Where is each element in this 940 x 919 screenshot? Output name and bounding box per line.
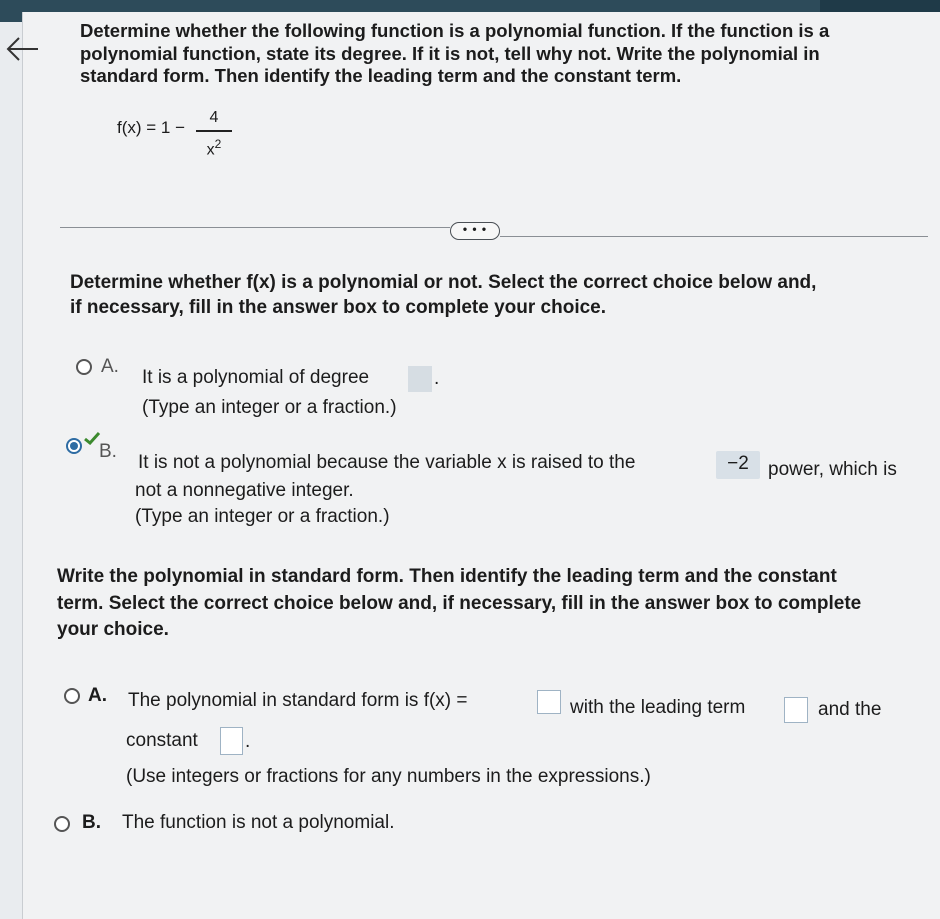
back-arrow-icon[interactable] xyxy=(4,34,40,64)
part1-choice-b-line2: not a nonnegative integer. xyxy=(135,480,354,501)
part2-choice-a-hint: (Use integers or fractions for any numbers in the expressions.) xyxy=(126,766,651,787)
fraction-numerator: 4 xyxy=(209,109,219,126)
part1-choice-a-letter: A. xyxy=(101,356,119,377)
part1-choice-a-text: It is a polynomial of degree xyxy=(142,367,370,388)
function-lhs: f(x) = 1 − xyxy=(117,118,186,137)
part1-instruction-line: if necessary, fill in the answer box to complete your choice. xyxy=(70,297,607,318)
prompt-line: polynomial function, state its degree. If it is not, tell why not. Write the polynomial in xyxy=(80,42,820,64)
part1-choice-a-hint: (Type an integer or a fraction.) xyxy=(142,397,397,418)
part2-instruction-line: your choice. xyxy=(57,619,169,640)
part1-choice-b-radio[interactable] xyxy=(66,438,82,454)
part2-choice-b-text: The function is not a polynomial. xyxy=(122,812,395,833)
fraction-denominator: $x^2$ xyxy=(206,136,222,158)
part1-choice-a-end: . xyxy=(434,368,440,389)
prompt-line: standard form. Then identify the leading term and the constant term. xyxy=(80,65,682,86)
part1-choice-a-radio[interactable] xyxy=(76,359,92,375)
part2-instruction-line: Write the polynomial in standard form. Then identify the leading term and the constant xyxy=(57,566,837,587)
fraction-bar xyxy=(196,130,232,132)
part2-choice-a-radio[interactable] xyxy=(64,688,80,704)
part1-choice-b-letter: B. xyxy=(99,441,117,462)
part1-choice-b-text: It is not a polynomial because the variable x is raised to the xyxy=(138,452,636,473)
part1-instruction-line: Determine whether f(x) is a polynomial or not. Select the correct choice below and, xyxy=(70,272,817,293)
leading-term-answer-box[interactable] xyxy=(784,697,808,723)
constant-term-answer-box[interactable] xyxy=(220,727,243,755)
part1-exponent-answer-box[interactable]: −2 xyxy=(716,451,760,479)
function-fraction xyxy=(196,108,232,160)
part2-instruction-line: term. Select the correct choice below and, if necessary, fill in the answer box to complete xyxy=(57,593,862,614)
part1-choice-b-after: power, which is xyxy=(768,459,897,480)
divider-left xyxy=(60,227,450,228)
question-prompt xyxy=(80,20,880,88)
part2-choice-a-text: The polynomial in standard form is f(x) = xyxy=(128,690,468,711)
divider-right xyxy=(500,236,928,237)
part2-choice-a-end: . xyxy=(245,731,251,752)
part1-degree-answer-box[interactable] xyxy=(408,366,432,392)
part2-choice-b-radio[interactable] xyxy=(54,816,70,832)
standard-form-answer-box[interactable] xyxy=(537,690,561,714)
part2-choice-a-text: and the xyxy=(818,699,882,720)
prompt-line: Determine whether the following function is a polynomial function. If the function is a xyxy=(80,20,830,41)
part2-choice-a-text: constant xyxy=(126,730,198,751)
more-options-button[interactable]: • • • xyxy=(450,222,500,240)
part2-choice-b-letter: B. xyxy=(82,812,101,833)
part2-choice-a-letter: A. xyxy=(88,685,107,706)
part1-choice-b-hint: (Type an integer or a fraction.) xyxy=(135,506,390,527)
part2-choice-a-text: with the leading term xyxy=(570,697,746,718)
